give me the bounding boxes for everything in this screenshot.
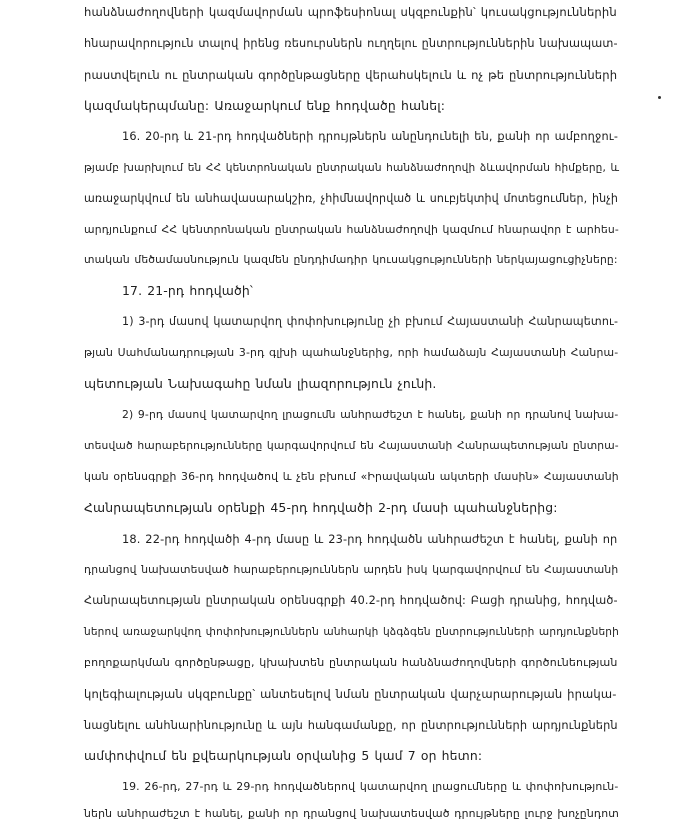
- text-line: կան օրենսգրքի 36-րդ հոդվածով և չեն բխում «Իրավական ակտերի մասին» Հայաստանի: [84, 470, 619, 483]
- text-line: ներով առաջարկվող փոփոխություններն անհարկի կձգձգեն ընտրությունների արդյունքների: [84, 626, 619, 638]
- text-line: պետության Նախագահը նման լիազորություն չունի.: [84, 376, 437, 391]
- text-line: թյամբ խարխլում են ՀՀ կենտրոնական ընտրական հանձնաժողովի ձևավորման հիմքերը, և: [84, 162, 620, 174]
- text-line: կազմակերպմանը: Առաջարկում ենք հոդվածը հանել:: [84, 98, 446, 113]
- text-line: արդյունքում ՀՀ կենտրոնական ընտրական հանձնաժողովի կազմում հնարավոր է արհես-: [84, 223, 619, 236]
- paragraph-18-start: 18. 22-րդ հոդվածի 4-րդ մասը և 23-րդ հոդվածն անհրաժեշտ է հանել, քանի որ: [122, 532, 618, 546]
- text-line: Հանրապետության ընտրական օրենսգրքի 40.2-րդ հոդվածով: Բացի դրանից, հոդված-: [84, 594, 618, 607]
- text-line: բողոքարկման գործընթացը, կխախտեն ընտրական հանձնաժողովների գործունեության: [84, 656, 618, 669]
- text-line: կոլեգիալության սկզբունքը՝ անտեսելով նման ընտրական վարչարարության իրակա-: [84, 687, 617, 701]
- text-line: նացնելու անհնարինությունը և այն հանգամանքը, որ ընտրությունների արդյունքներն: [84, 718, 618, 732]
- text-line: տական մեծամասնություն կազմեն ընդդիմադիր կուսակցությունների ներկայացուցիչները:: [84, 253, 618, 266]
- text-line: հանձնաժողովների կազմավորման պրոֆեսիոնալ սկզբունքին՝ կուսակցություններին: [84, 5, 617, 19]
- item-1-start: 1) 3-րդ մասով կատարվող փոփոխությունը չի բխում Հայաստանի Հանրապետու-: [122, 315, 619, 328]
- paragraph-17-start: 17. 21-րդ հոդվածի՝: [122, 283, 253, 298]
- text-line: դրանցով նախատեսված հարաբերություններն արդեն իսկ կարգավորվում են Հայաստանի: [84, 563, 619, 576]
- text-line: ներն անհրաժեշտ է հանել, քանի որ դրանցով նախատեսված դրույթները լուրջ խոչընդոտ: [84, 807, 619, 820]
- text-line: հնարավորություն տալով իրենց ռեսուրսներն ուղղելու ընտրություններին նախապատ-: [84, 37, 618, 50]
- text-line: ամփոփվում են քվեարկության օրվանից 5 կամ 7 օր հետո:: [84, 748, 483, 763]
- text-line: րաստվելուն ու ընտրական գործընթացները վերահսկելուն և ոչ թե ընտրությունների: [84, 68, 618, 82]
- text-line: առաջարկվում են անհավասարակշիռ, չհիմնավորված և սուբյեկտիվ մոտեցումներ, ինչի: [84, 192, 619, 205]
- text-line: տեսված հարաբերությունները կարգավորվում են Հայաստանի Հանրապետության ընտրա-: [84, 439, 619, 452]
- text-line: Հանրապետության օրենքի 45-րդ հոդվածի 2-րդ մասի պահանջներից:: [84, 500, 558, 515]
- paragraph-19-start: 19. 26-րդ, 27-րդ և 29-րդ հոդվածներով կատարվող լրացումները և փոփոխություն-: [122, 780, 619, 793]
- text-line: թյան Սահմանադրության 3-րդ գլխի պահանջներից, որի համաձայն Հայաստանի Հանրա-: [84, 346, 619, 359]
- item-2-start: 2) 9-րդ մասով կատարվող լրացումն անհրաժեշտ է հանել, քանի որ դրանով նախա-: [122, 408, 619, 421]
- paragraph-16-start: 16. 20-րդ և 21-րդ հոդվածների դրույթներն անընդունելի են, քանի որ ամբողջու-: [122, 130, 619, 143]
- scan-speck: [658, 96, 661, 99]
